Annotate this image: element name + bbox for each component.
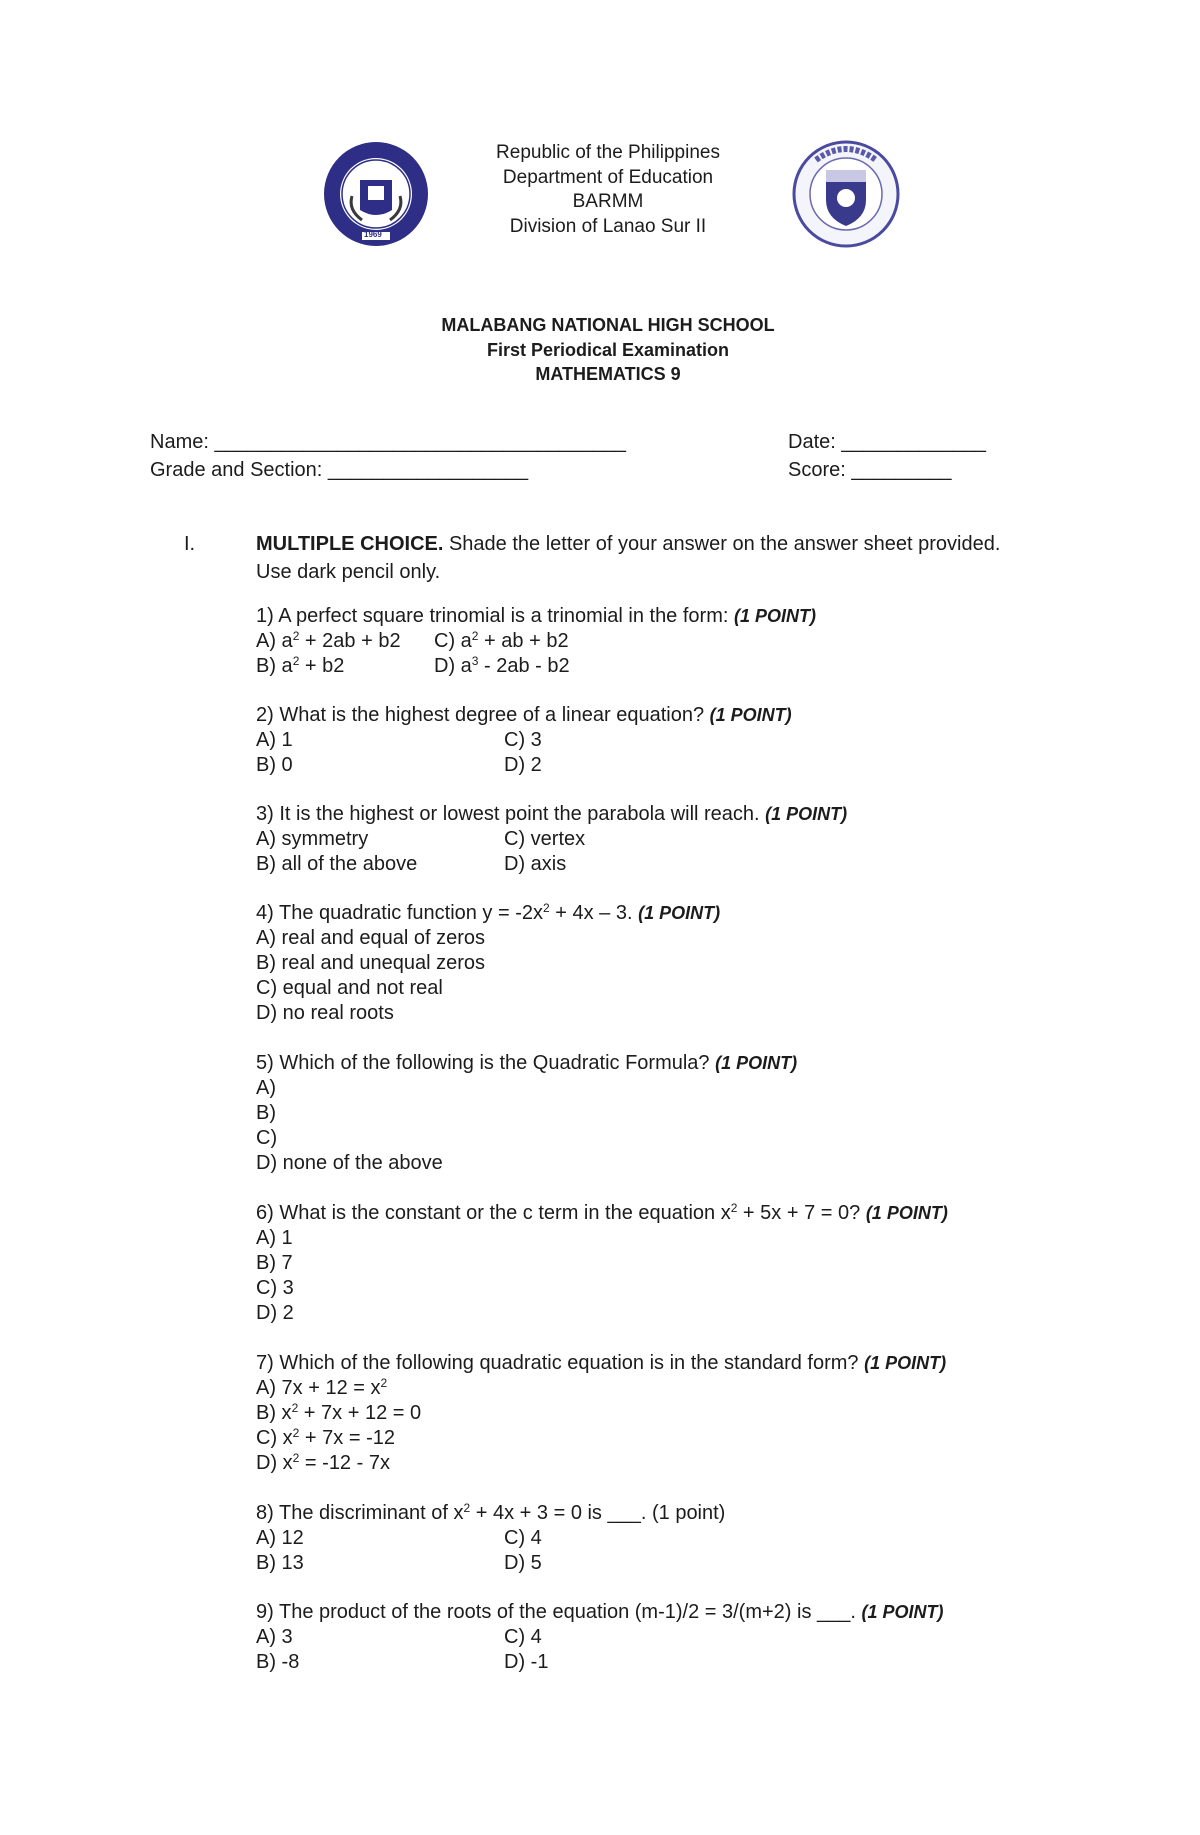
choice-b: B) -8 (256, 1651, 300, 1673)
question-stem: 5) Which of the following is the Quadratic Formula? (256, 1052, 716, 1074)
choice-d: D) $a^3 - 2ab - b2$ (434, 654, 570, 677)
choice-d: D) 2 (256, 1302, 294, 1324)
question-stem: 1) A perfect square trinomial is a trinomial in the form: (256, 605, 734, 627)
header-department: Department of Education (502, 166, 714, 188)
choice-d: D) -1 (504, 1651, 549, 1673)
school-name: MALABANG NATIONAL HIGH SCHOOL (441, 315, 775, 335)
choice-a: A) symmetry (256, 828, 369, 850)
choice-c: C) (256, 1127, 278, 1149)
choice-b: B) all of the above (256, 853, 418, 875)
question-2 (256, 703, 1076, 778)
question-1 (256, 604, 1076, 679)
question-3 (256, 802, 1076, 877)
point-label: (1 POINT) (865, 1203, 948, 1223)
question-5 (256, 1051, 1076, 1176)
header-region: BARMM (572, 191, 644, 212)
choice-b: B) 0 (256, 754, 293, 776)
choice-c: C) 3 (256, 1277, 294, 1299)
point-label: (1 POINT) (715, 1053, 798, 1073)
choice-c: C) $x^2 + 7x = -12$ (256, 1426, 395, 1449)
choice-b: B) (256, 1102, 276, 1124)
exam-title: First Periodical Examination (486, 339, 730, 360)
choice-c: C) vertex (504, 828, 586, 850)
choice-c: C) 4 (504, 1626, 542, 1648)
choice-d: D) none of the above (256, 1152, 443, 1174)
question-8 (256, 1501, 1076, 1576)
question-stem: 8) The discriminant of $x^2 + 4x + 3 = 0$ is ___. (1 point) (256, 1501, 726, 1524)
choice-a: A) $a^2 + 2ab + b2$ (256, 629, 401, 652)
school-seal-logo (322, 140, 430, 248)
section-heading: MULTIPLE CHOICE. (256, 533, 444, 555)
choice-d: D) 5 (504, 1552, 542, 1574)
question-stem: 4) The quadratic function $y = -2x^2 + 4x - 3$. (256, 901, 639, 924)
choice-c: C) 4 (504, 1527, 542, 1549)
score-field: Score: _________ (788, 459, 952, 481)
subject-title: MATHEMATICS 9 (535, 364, 681, 384)
question-4 (256, 901, 1076, 1026)
point-label: (1 POINT) (638, 903, 721, 923)
choice-a: A) 1 (256, 729, 293, 751)
choice-b: B) $x^2 + 7x + 12 = 0$ (256, 1401, 422, 1424)
choice-a: A) $7x + 12 = x^2$ (256, 1376, 388, 1399)
question-stem: 7) Which of the following quadratic equation is in the standard form? (256, 1352, 865, 1374)
choice-d: D) $x^2 = -12 - 7x$ (256, 1451, 390, 1474)
point-label: (1 POINT) (733, 606, 816, 626)
choice-a: A) 3 (256, 1626, 293, 1648)
choice-b: B) 13 (256, 1552, 304, 1574)
choice-d: D) axis (504, 853, 567, 875)
point-label: (1 POINT) (864, 1353, 947, 1373)
section-instruction: Shade the letter of your answer on the answer sheet provided. (443, 533, 1001, 555)
header-republic: Republic of the Philippines (496, 142, 720, 163)
left-logo-year: 1969 (364, 230, 382, 239)
point-label: (1 POINT) (861, 1602, 944, 1622)
choice-a: A) 1 (256, 1227, 293, 1249)
choice-a: A) real and equal of zeros (256, 927, 486, 949)
date-field: Date: _____________ (788, 431, 986, 453)
question-7 (256, 1351, 1076, 1476)
choice-b: B) $a^2 + b2$ (256, 654, 345, 677)
name-field: Name: _____________________________________ (150, 431, 627, 453)
section-number: I. (184, 533, 196, 555)
choice-c: C) equal and not real (256, 977, 443, 999)
choice-b: B) 7 (256, 1252, 293, 1274)
choice-a: A) (256, 1077, 276, 1099)
choice-d: D) 2 (504, 754, 542, 776)
question-stem: 6) What is the constant or the c term in the equation $x^2 + 5x + 7 = 0$? (256, 1201, 866, 1224)
choice-b: B) real and unequal zeros (256, 952, 486, 974)
question-stem: 9) The product of the roots of the equation (m-1)/2 = 3/(m+2) is ___. (256, 1601, 862, 1623)
choice-c: C) $a^2$ + ab + b2 (434, 629, 569, 652)
question-6 (256, 1201, 1076, 1326)
choice-d: D) no real roots (256, 1002, 394, 1024)
question-stem: 3) It is the highest or lowest point the parabola will reach. (256, 803, 766, 825)
choice-c: C) 3 (504, 729, 542, 751)
point-label: (1 POINT) (765, 804, 848, 824)
header-division: Division of Lanao Sur II (509, 215, 707, 237)
point-label: (1 POINT) (709, 705, 792, 725)
choice-a: A) 12 (256, 1527, 304, 1549)
question-9 (256, 1600, 1076, 1675)
question-stem: 2) What is the highest degree of a linear equation? (256, 704, 710, 726)
section-instruction-2: Use dark pencil only. (256, 561, 441, 583)
grade-section-field: Grade and Section: __________________ (150, 459, 529, 481)
section-instructions (256, 530, 1000, 558)
deped-seal-logo (792, 140, 900, 248)
